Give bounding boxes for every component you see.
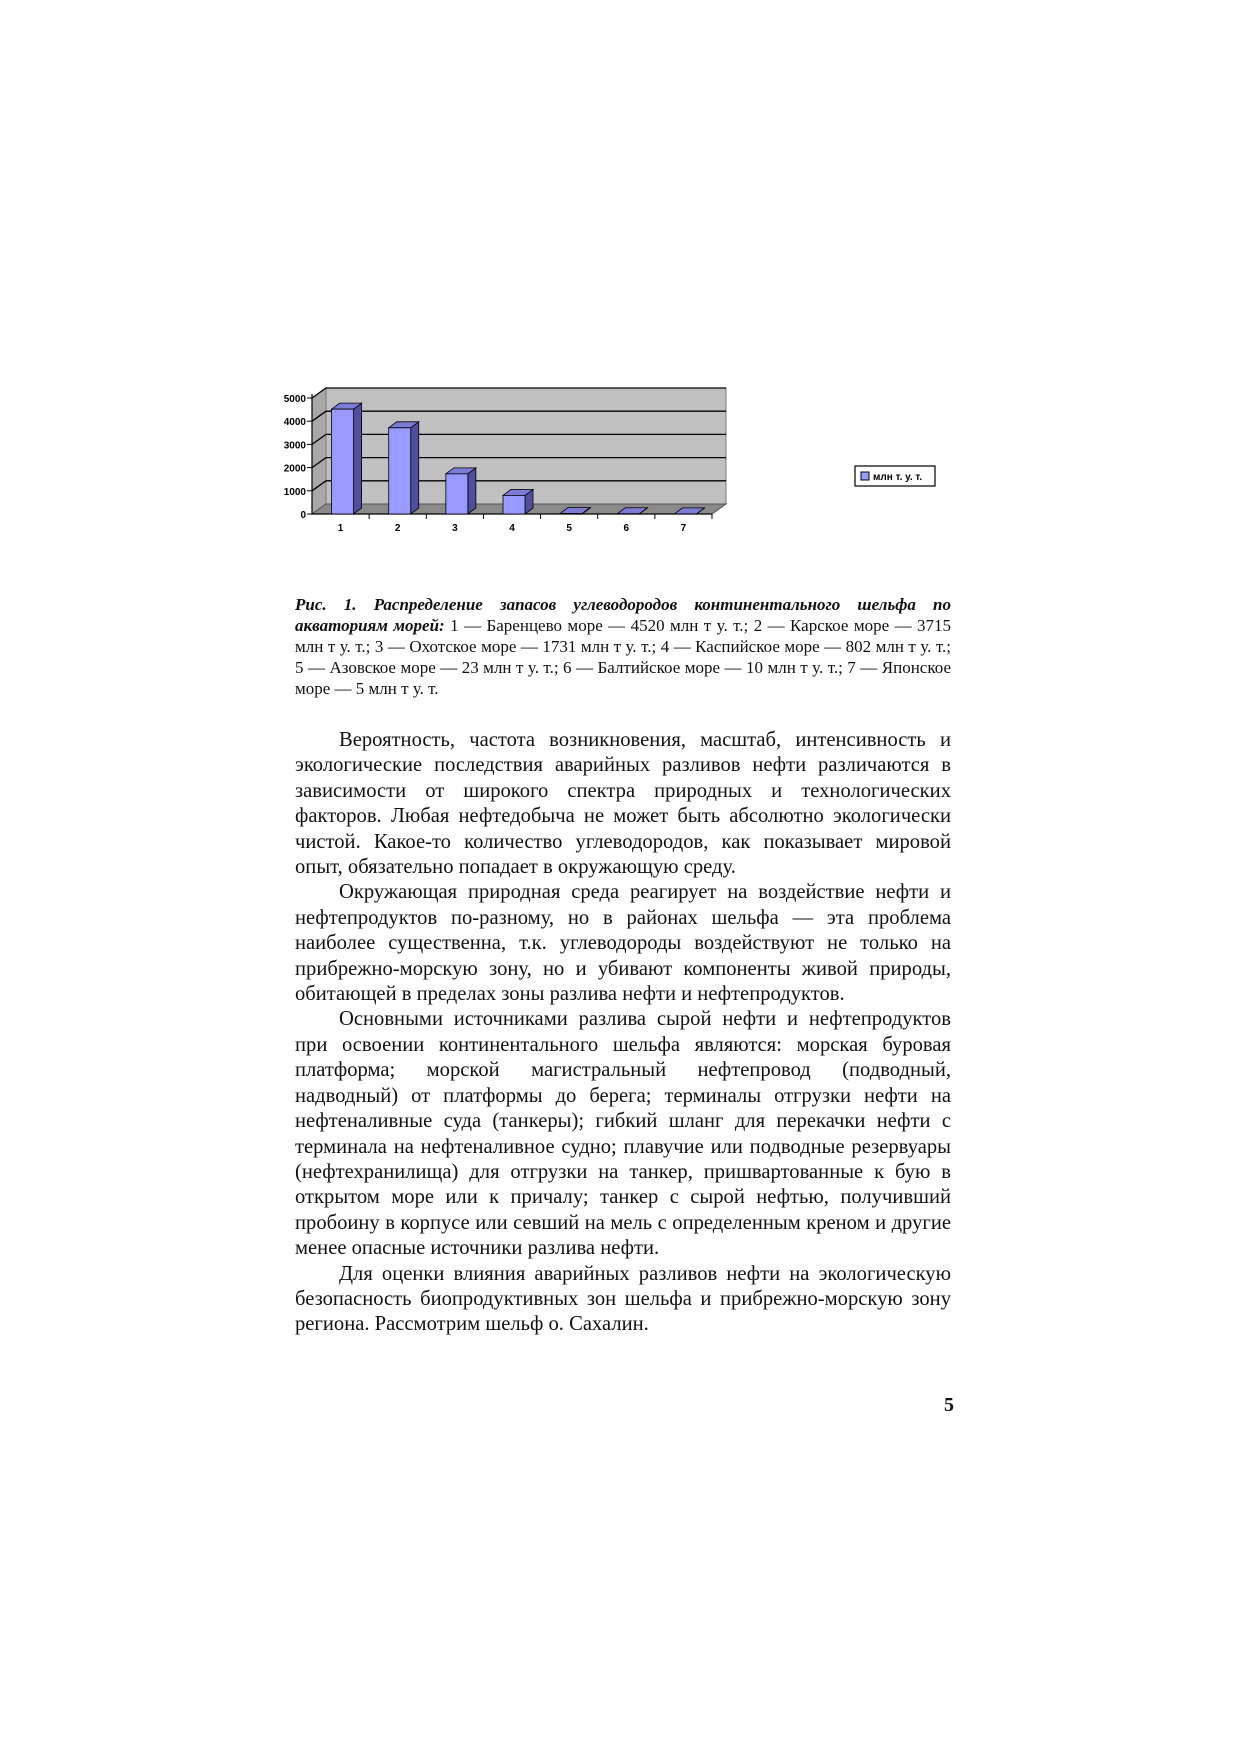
caption-lead: Рис. 1. Распределение запасов углеводородов континентального шельфа по акваториям морей: (295, 595, 951, 635)
back-wall (326, 388, 726, 504)
bar-side-face (468, 468, 476, 514)
chart-legend (855, 466, 935, 486)
x-tick-label: 7 (680, 523, 687, 534)
side-wall (312, 388, 326, 514)
bar-side-face (411, 422, 419, 514)
bar-3 (446, 468, 476, 514)
y-tick-label: 3000 (283, 440, 306, 452)
x-tick-label: 1 (337, 523, 344, 534)
chart-x-tick-labels (338, 523, 687, 534)
x-tick-label: 6 (623, 523, 630, 534)
bar-front-face (446, 474, 468, 514)
legend-swatch (861, 472, 869, 480)
bar-4 (503, 489, 533, 514)
bar-side-face (354, 403, 362, 514)
y-tick-label: 1000 (283, 486, 306, 498)
x-tick-label: 2 (394, 523, 401, 534)
paragraph-2: Окружающая природная среда реагирует на воздействие нефти и нефтепродуктов по-разному, но в районах шельфа — эта проблема наиболее существенна, т.к. углеводороды воздействуют не только на прибрежно-морскую зону, но и убивают компоненты живой природы, обитающей в пределах зоны разлива нефти и нефтепродуктов. (295, 881, 951, 1006)
y-tick-label: 4000 (283, 417, 306, 429)
figure-caption (295, 594, 951, 699)
bar-2 (389, 422, 419, 514)
y-tick-label: 0 (300, 510, 306, 521)
bar-1 (332, 403, 362, 514)
bar-front-face (560, 513, 582, 514)
caption-text: 1 — Баренцево море — 4520 млн т у. т.; 2 — Карское море — 3715 млн т у. т.; 3 — Охотское море — 1731 млн т у. т.; 4 — Каспийское море — 802 млн т у. т.; 5 — Азовское море — 23 млн т у. т.; 6 — Балтийское море — 10 млн т у. т.; 7 — Японское море — 5 млн т у. т. (295, 616, 952, 698)
paragraph-1: Вероятность, частота возникновения, масштаб, интенсивность и экологические последствия аварийных разливов нефти различаются в зависимости от широкого спектра природных и технологических факторов. Любая нефтедобыча не может быть абсолютно экологически чистой. Какое-то количество углеводородов, как показывает мировой опыт, обязательно попадает в окружающую среду. (295, 729, 951, 879)
y-tick-label: 2000 (283, 463, 306, 475)
x-tick-label: 5 (566, 523, 572, 534)
bar-front-face (332, 409, 354, 514)
paragraph-4: Для оценки влияния аварийных разливов нефти на экологическую безопасность биопродуктивных зон шельфа и прибрежно-морскую зону региона. Рассмотрим шельф о. Сахалин. (295, 1262, 951, 1336)
x-tick-label: 4 (509, 523, 515, 534)
legend-label: млн т. у. т. (873, 472, 923, 483)
y-tick-label: 5000 (283, 394, 306, 405)
reserves-bar-chart (283, 388, 960, 573)
bar-front-face (503, 495, 525, 514)
x-tick-label: 3 (452, 523, 458, 534)
bar-front-face (389, 428, 411, 514)
chart-y-tick-labels (284, 394, 307, 521)
paragraph-3: Основными источниками разлива сырой нефти и нефтепродуктов при освоении континентального шельфа являются: морская буровая платформа; морской магистральный нефтепровод (подводный, надводный) от платформы до берега; терминалы отгрузки нефти на нефтеналивные суда (танкеры); гибкий шланг для перекачки нефти с терминала на нефтеналивное судно; плавучие или подводные резервуары (нефтехранилища) для отгрузки на танкер, пришвартованные к бую в открытом море или к причалу; танкер с сырой нефтью, получивший пробоину в корпусе или севший на мель с определенным креном и другие менее опасные источники разлива нефти. (295, 1008, 951, 1260)
body-text (295, 728, 951, 1338)
page-number: 5 (944, 1394, 954, 1416)
